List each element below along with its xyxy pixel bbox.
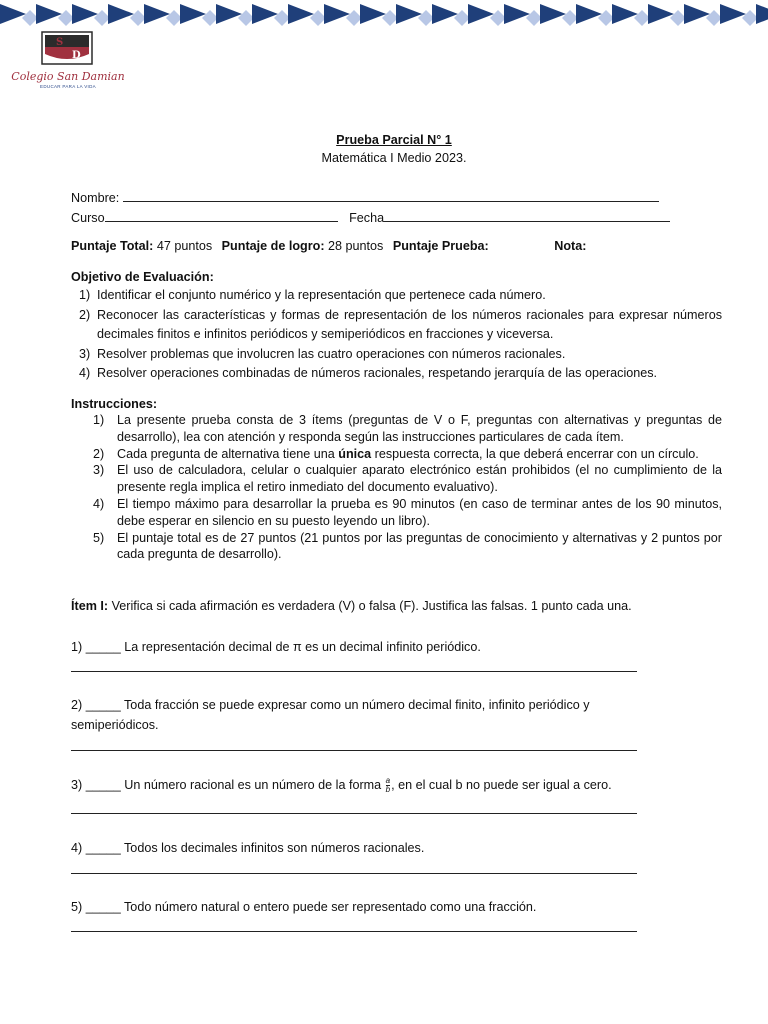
total-score-value: 47 puntos bbox=[156, 239, 213, 253]
justification-line[interactable] bbox=[71, 671, 637, 672]
banner-diamond bbox=[634, 10, 650, 26]
item-one-heading bbox=[71, 599, 632, 613]
page-subtitle: Matemática I Medio 2023. bbox=[321, 151, 467, 165]
question-5: 5) _____ Todo número natural o entero puede ser representado como una fracción. bbox=[71, 900, 537, 914]
achievement-score-value: 28 puntos bbox=[328, 239, 384, 253]
objective-item: 1) Identificar el conjunto numérico y la representación que pertenece cada número. bbox=[79, 288, 546, 302]
instructions-heading: Instrucciones: bbox=[71, 397, 158, 411]
banner-triangle bbox=[396, 4, 422, 24]
fraction-a-over-b: $\frac{a}{b}$ bbox=[385, 776, 391, 795]
banner-diamond bbox=[706, 10, 722, 26]
banner-diamond bbox=[202, 10, 218, 26]
question-4: 4) _____ Todos los decimales infinitos son números racionales. bbox=[71, 841, 425, 855]
banner-diamond bbox=[166, 10, 182, 26]
banner-diamond bbox=[346, 10, 362, 26]
date-field[interactable] bbox=[384, 209, 670, 222]
school-name: Colegio San Damian bbox=[11, 70, 125, 83]
test-score-label: Puntaje Prueba: bbox=[392, 239, 489, 253]
banner-triangle bbox=[684, 4, 710, 24]
banner-diamond bbox=[22, 10, 38, 26]
banner-triangle bbox=[0, 4, 26, 24]
total-score-label: Puntaje Total: bbox=[71, 239, 154, 253]
objective-item: 3) Resolver problemas que involucren las cuatro operaciones con números racionales. bbox=[79, 346, 566, 361]
banner-diamond bbox=[238, 10, 254, 26]
banner-diamond bbox=[94, 10, 110, 26]
banner-diamond bbox=[598, 10, 614, 26]
achievement-score-label: Puntaje de logro: bbox=[221, 239, 325, 253]
answer-blank[interactable]: _____ bbox=[85, 900, 121, 914]
instruction-item: 5) El puntaje total es de 27 puntos (21 puntos por las preguntas de conocimiento y alternativas y 2 puntos por cada pregunta de desarrollo). bbox=[93, 530, 722, 562]
banner-triangle bbox=[576, 4, 602, 24]
banner-diamond bbox=[58, 10, 74, 26]
course-date-row bbox=[71, 209, 670, 225]
name-label: Nombre: bbox=[71, 191, 120, 205]
banner-triangle bbox=[648, 4, 674, 24]
question-3: 3) _____ Un número racional es un número de la forma $\frac{a}{b}$ , en el cual b no puede ser igual a cero. bbox=[71, 776, 612, 795]
name-field-row bbox=[71, 189, 659, 205]
banner-triangle bbox=[504, 4, 530, 24]
answer-blank[interactable]: _____ bbox=[85, 698, 121, 712]
banner-triangle bbox=[216, 4, 242, 24]
objectives-heading: Objetivo de Evaluación: bbox=[71, 270, 214, 284]
objectives-list bbox=[71, 286, 722, 384]
banner-triangle bbox=[180, 4, 206, 24]
item-one-instructions: Verifica si cada afirmación es verdadera (V) o falsa (F). Justifica las falsas. 1 punto cada una. bbox=[111, 599, 632, 613]
banner-diamond bbox=[130, 10, 146, 26]
banner-diamond bbox=[742, 10, 758, 26]
justification-line[interactable] bbox=[71, 750, 637, 751]
banner-diamond bbox=[274, 10, 290, 26]
banner-triangle bbox=[432, 4, 458, 24]
grade-label: Nota: bbox=[554, 239, 587, 253]
banner-triangle bbox=[72, 4, 98, 24]
svg-text:S: S bbox=[56, 37, 64, 48]
banner-diamond bbox=[418, 10, 434, 26]
page-title: Prueba Parcial N° 1 bbox=[336, 133, 452, 147]
name-field[interactable] bbox=[123, 189, 659, 202]
banner-triangle bbox=[360, 4, 386, 24]
course-label: Curso bbox=[71, 211, 105, 225]
banner-diamond bbox=[310, 10, 326, 26]
instructions-section bbox=[71, 396, 722, 563]
banner-diamond bbox=[526, 10, 542, 26]
objectives-section bbox=[71, 268, 722, 384]
banner-diamond bbox=[454, 10, 470, 26]
banner-triangle bbox=[36, 4, 62, 24]
page-title-block bbox=[0, 131, 768, 167]
course-field[interactable] bbox=[105, 209, 338, 222]
answer-blank[interactable]: _____ bbox=[85, 778, 121, 792]
question-1: 1) _____ La representación decimal de π es un decimal infinito periódico. bbox=[71, 640, 481, 654]
score-row bbox=[71, 239, 586, 253]
date-label: Fecha bbox=[349, 211, 385, 225]
triangle-banner bbox=[0, 0, 768, 34]
banner-triangle bbox=[612, 4, 638, 24]
instruction-item: 4) El tiempo máximo para desarrollar la prueba es 90 minutos (en caso de terminar antes de los 90 minutos, debe esperar en silencio en su puesto leyendo un libro). bbox=[93, 496, 722, 528]
objective-item: 4) Resolver operaciones combinadas de números racionales, respetando jerarquía de las operaciones. bbox=[79, 366, 658, 380]
banner-triangle bbox=[144, 4, 170, 24]
banner-triangle bbox=[540, 4, 566, 24]
instruction-item: 3) El uso de calculadora, celular o cualquier aparato electrónico están prohibidos (el no cumplimiento de la presente regla implica el retiro inmediato del documento evaluativo). bbox=[93, 463, 722, 495]
justification-line[interactable] bbox=[71, 813, 637, 814]
school-tagline: EDUCAR PARA LA VIDA bbox=[40, 84, 96, 89]
banner-diamond bbox=[382, 10, 398, 26]
objective-item: 2) Reconocer las características y formas de representación de los números racionales para expresar números decimales finitos e infinitos periódicos y semiperiódicos en fracciones y viceversa. bbox=[79, 307, 722, 341]
answer-blank[interactable]: _____ bbox=[85, 640, 121, 654]
answer-blank[interactable]: _____ bbox=[85, 841, 121, 855]
banner-triangle bbox=[756, 4, 768, 24]
item-one-label: Ítem I: bbox=[71, 599, 109, 613]
instruction-item: 1) La presente prueba consta de 3 ítems (preguntas de V o F, preguntas con alternativas y preguntas de desarrollo), lea con atención y responda según las instrucciones particulares de cada ítem. bbox=[93, 413, 722, 444]
justification-line[interactable] bbox=[71, 931, 637, 932]
banner-triangle bbox=[324, 4, 350, 24]
instructions-list bbox=[71, 412, 722, 563]
justification-line[interactable] bbox=[71, 873, 637, 874]
banner-triangle bbox=[468, 4, 494, 24]
banner-diamond bbox=[562, 10, 578, 26]
instruction-item: 2) Cada pregunta de alternativa tiene una única respuesta correcta, la que deberá encerrar con un círculo. bbox=[93, 446, 699, 461]
question-2: 2) _____ Toda fracción se puede expresar como un número decimal finito, infinito periódico y semiperiódicos. bbox=[71, 698, 590, 732]
banner-diamond bbox=[670, 10, 686, 26]
banner-triangle bbox=[252, 4, 278, 24]
banner-triangle bbox=[288, 4, 314, 24]
banner-triangle bbox=[108, 4, 134, 24]
svg-text:D: D bbox=[72, 50, 81, 61]
banner-diamond bbox=[490, 10, 506, 26]
banner-triangle bbox=[720, 4, 746, 24]
